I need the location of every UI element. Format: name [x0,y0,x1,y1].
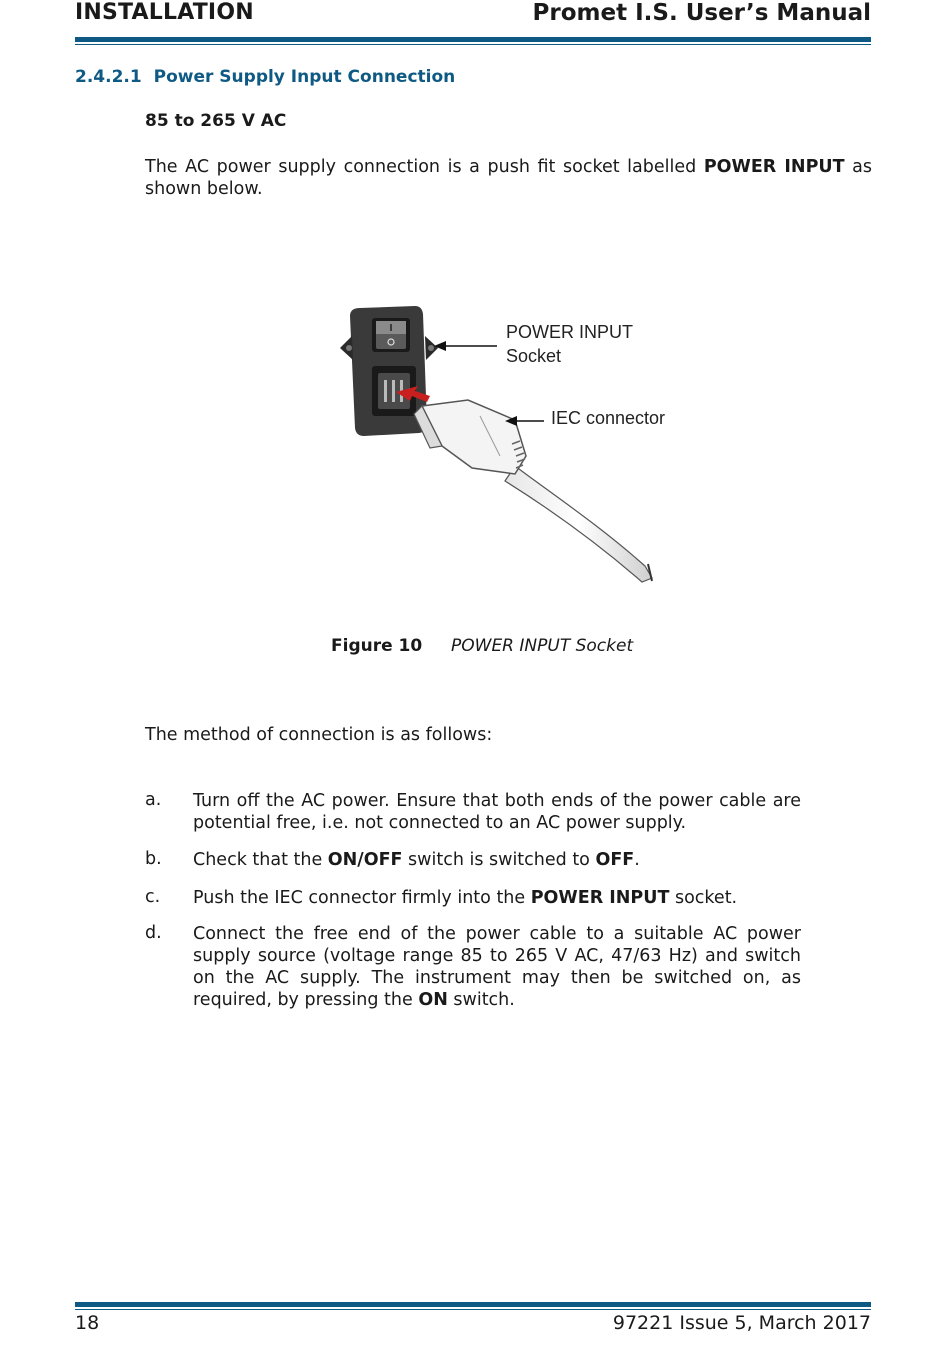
socket-callout-arrow [434,341,497,351]
header-manual-title: Promet I.S. User’s Manual [532,0,871,26]
on-term: ON [418,990,448,1010]
header-section-name: INSTALLATION [75,0,254,25]
document-reference: 97221 Issue 5, March 2017 [612,1312,871,1334]
power-cable [505,466,652,582]
header-rule-thin [75,44,871,45]
socket-label-line1: POWER INPUT [506,322,634,342]
off-term: OFF [595,850,635,870]
intro-text-end: as shown below. [145,157,872,199]
step-c-text: Push the IEC connector firmly into the POWER INPUT socket. [193,888,738,908]
intro-bold-term: POWER INPUT [703,157,845,177]
section-number: 2.4.2.1 [75,67,142,87]
iec-plug [414,400,526,474]
section-heading [75,67,455,87]
header-rule [75,37,871,42]
footer-rule-thin [75,1309,871,1310]
connector-label: IEC connector [551,408,666,428]
step-a-marker: a. [145,790,162,810]
voltage-subheading: 85 to 265 V AC [145,111,287,131]
step-c-marker: c. [145,887,161,907]
on-off-term: ON/OFF [327,850,403,870]
section-title: Power Supply Input Connection [153,67,456,87]
on-off-switch [372,318,410,352]
step-a-text: Turn off the AC power. Ensure that both ends of the power cable are potential free, i.e. not connected to an AC power supply. [193,791,801,833]
method-intro: The method of connection is as follows: [145,725,493,745]
page-number: 18 [75,1312,100,1334]
intro-paragraph [145,156,872,200]
figure-number: Figure 10 [331,636,423,656]
intro-text: The AC power supply connection is a push fit socket labelled [145,157,704,177]
step-b-text: Check that the ON/OFF switch is switched to OFF. [193,850,640,870]
footer-rule [75,1302,871,1307]
step-d-marker: d. [145,923,162,943]
socket-label-line2: Socket [506,346,562,366]
step-d-text: Connect the free end of the power cable to a suitable AC power supply source (voltage range 85 to 265 V AC, 47/63 Hz) and switch on the AC supply. The instrument may then be switched on, as required, by pressing the ON switch. [193,924,801,1010]
step-b-marker: b. [145,849,162,869]
power-input-term: POWER INPUT [530,888,670,908]
figure-caption: POWER INPUT Socket [451,636,634,656]
